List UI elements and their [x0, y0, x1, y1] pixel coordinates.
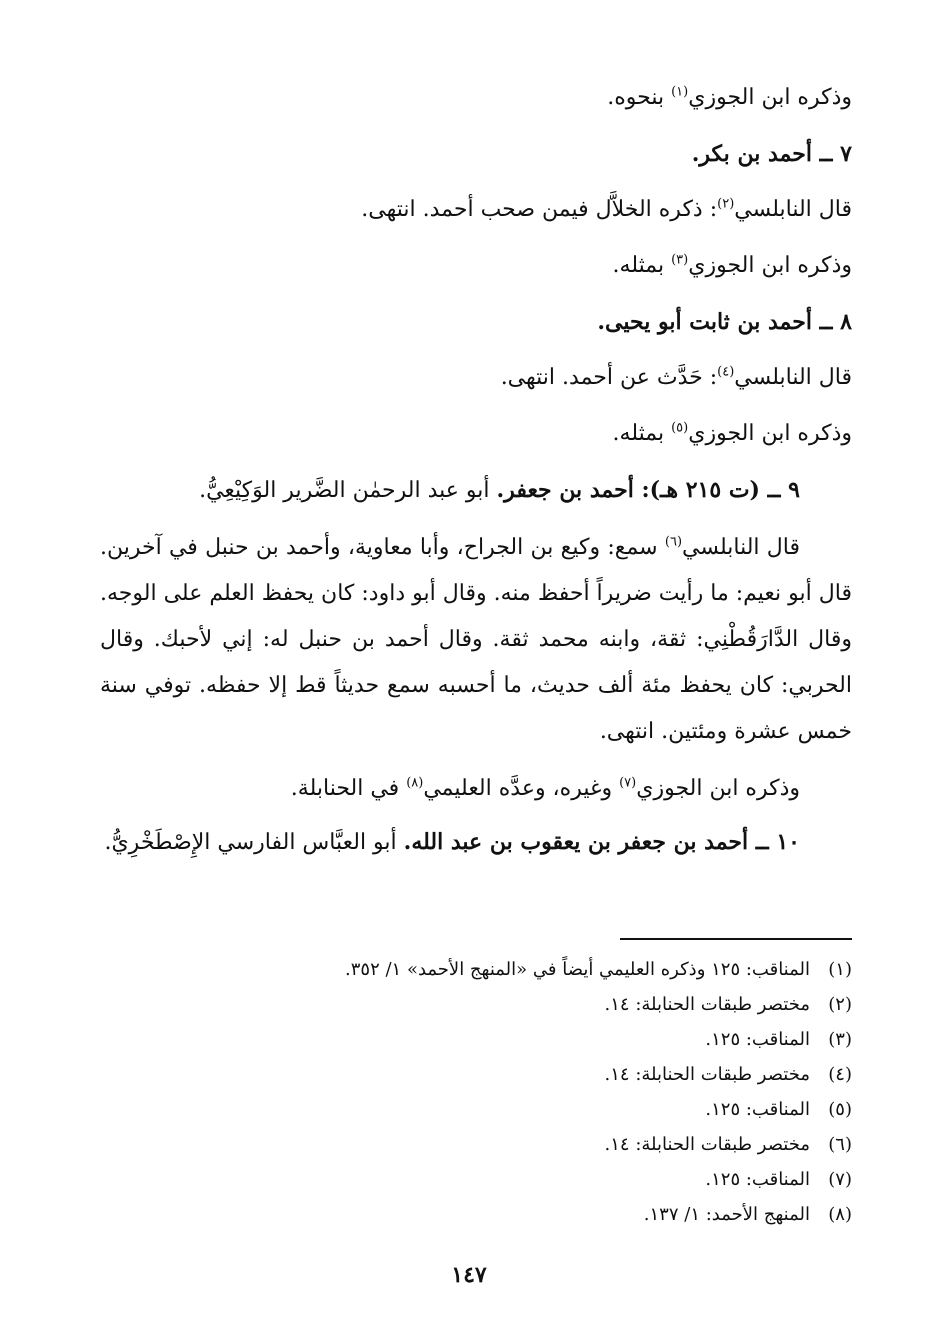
footnote-text: المناقب: ١٢٥ وذكره العليمي أيضاً في «المنهج الأحمد» ١/ ٣٥٢. — [345, 959, 810, 980]
footnote-number: (٥) — [828, 1099, 852, 1120]
line-text: قال النابلسي — [734, 365, 852, 390]
footnote-ref[interactable]: (٣) — [671, 252, 689, 268]
footnote-text: مختصر طبقات الحنابلة: ١٤. — [604, 994, 810, 1015]
line-text: في الحنابلة. — [290, 776, 407, 801]
text-line — [100, 350, 852, 406]
paragraph-text: قال النابلسي — [682, 535, 801, 560]
line-text: : حَدَّث عن أحمد. انتهى. — [500, 365, 718, 390]
paragraph-text: سمع: وكيع بن الجراح، وأبا معاوية، وأحمد بن حنبل في آخرين. قال أبو نعيم: ما رأيت ضريراً أحفظ منه. وقال أبو داود: كان يحفظ العلم على الوجه. وقال الدَّارَقُطْنِي: ثقة، وابنه محمد ثقة. وقال أحمد بن حنبل له: إني لأحبك. وقال الحربي: كان يحفظ مئة ألف حديث، ما أحسبه سمع حديثاً قط إلا حفظه. توفي سنة خمس عشرة ومئتين. انتهى. — [100, 535, 852, 744]
entry-subtitle: أبو العبَّاس الفارسي الإِصْطَخْرِيُّ. — [104, 830, 404, 855]
text-line — [100, 238, 852, 294]
body-paragraph — [100, 525, 852, 755]
footnote-number: (٦) — [828, 1134, 852, 1155]
footnote-text: المنهج الأحمد: ١/ ١٣٧. — [643, 1204, 810, 1225]
text-line — [100, 182, 852, 238]
footnote-ref[interactable]: (٤) — [717, 364, 735, 380]
footnote-item — [152, 952, 852, 987]
page-number: ١٤٧ — [451, 1262, 487, 1288]
entry-title: ٩ ــ (ت ٢١٥ هـ): أحمد بن جعفر. — [496, 477, 800, 503]
footnote-ref[interactable]: (٦) — [664, 534, 683, 550]
footnote-item — [152, 1022, 852, 1057]
footnote-number: (٤) — [828, 1064, 852, 1085]
footnote-text: المناقب: ١٢٥. — [705, 1169, 810, 1190]
entry-paragraph — [100, 817, 852, 868]
entry-subtitle: أبو عبد الرحمٰن الضَّرير الوَكِيْعِيُّ. — [199, 478, 497, 503]
footnote-item — [152, 1092, 852, 1127]
entry-title: ٨ ــ أحمد بن ثابت أبو يحيى. — [597, 309, 852, 335]
entry-heading — [100, 462, 852, 519]
line-text: وغيره، وعدَّه العليمي — [423, 776, 620, 801]
footnote-ref[interactable]: (١) — [671, 84, 689, 100]
footnote-item — [152, 1057, 852, 1092]
page-body — [100, 70, 852, 868]
footnote-number: (٧) — [828, 1169, 852, 1190]
line-text: بنحوه. — [607, 85, 672, 110]
footnote-ref[interactable]: (٢) — [717, 196, 735, 212]
entry-heading — [100, 126, 852, 182]
entry-heading — [100, 294, 852, 350]
line-text: وذكره ابن الجوزي — [688, 421, 852, 446]
text-line — [100, 761, 852, 817]
line-text: وذكره ابن الجوزي — [636, 776, 800, 801]
entry-title: ١٠ ــ أحمد بن جعفر بن يعقوب بن عبد الله. — [403, 829, 800, 855]
footnote-ref[interactable]: (٨) — [406, 775, 424, 791]
line-text: وذكره ابن الجوزي — [688, 253, 852, 278]
text-line — [100, 70, 852, 126]
line-text: وذكره ابن الجوزي — [688, 85, 852, 110]
footnote-divider — [620, 938, 852, 940]
footnote-text: مختصر طبقات الحنابلة: ١٤. — [604, 1064, 810, 1085]
footnotes-list — [152, 952, 852, 1232]
footnote-number: (٢) — [828, 994, 852, 1015]
line-text: : ذكره الخلاَّل فيمن صحب أحمد. انتهى. — [361, 197, 718, 222]
footnote-ref[interactable]: (٧) — [619, 775, 637, 791]
footnote-number: (١) — [828, 959, 852, 980]
footnote-item — [152, 987, 852, 1022]
footnote-text: المناقب: ١٢٥. — [705, 1029, 810, 1050]
line-text: بمثله. — [612, 253, 672, 278]
footnote-text: المناقب: ١٢٥. — [705, 1099, 810, 1120]
footnote-number: (٣) — [828, 1029, 852, 1050]
line-text: بمثله. — [612, 421, 672, 446]
footnote-number: (٨) — [828, 1204, 852, 1225]
text-line — [100, 406, 852, 462]
footnote-text: مختصر طبقات الحنابلة: ١٤. — [604, 1134, 810, 1155]
footnote-item — [152, 1127, 852, 1162]
footnote-ref[interactable]: (٥) — [671, 420, 689, 436]
footnote-item — [152, 1162, 852, 1197]
footnote-item — [152, 1197, 852, 1232]
line-text: قال النابلسي — [734, 197, 852, 222]
entry-title: ٧ ــ أحمد بن بكر. — [691, 141, 852, 167]
